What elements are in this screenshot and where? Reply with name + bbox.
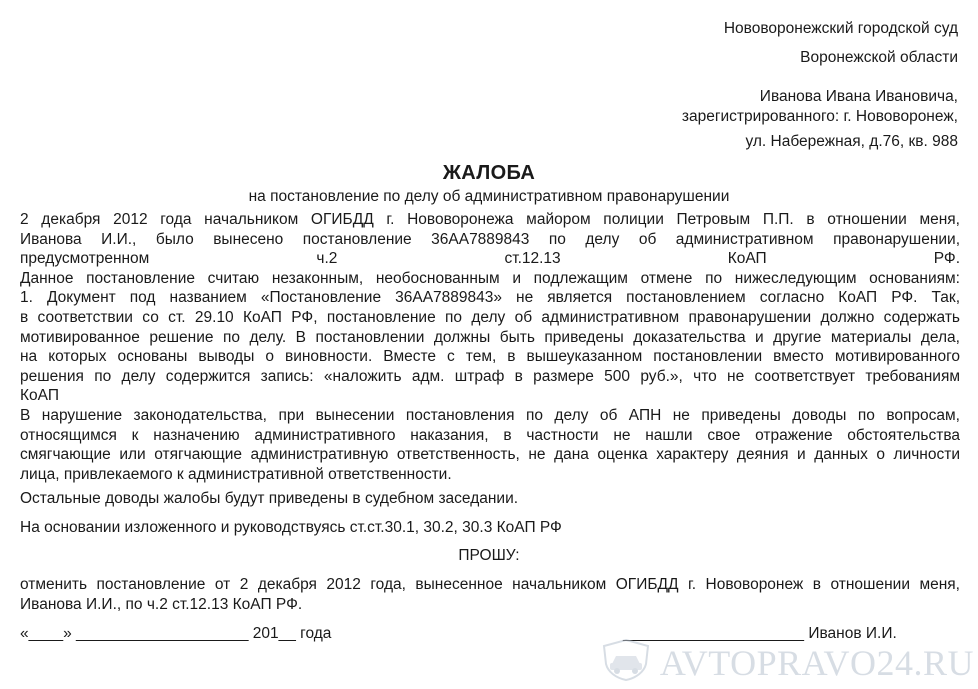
body-line: Иванова И.И., было вынесено постановление 36АА7889843 по делу об административном правонарушении, [20, 230, 960, 248]
other-arguments-paragraph: Остальные доводы жалобы будут приведены в судебном заседании. [20, 490, 519, 507]
body-line: Данное постановление считаю незаконным, необоснованным и подлежащим отмене по нижеследующим основаниям: [20, 269, 960, 287]
body-line: лица, привлекаемого к административной ответственности. [20, 465, 452, 483]
signature-line: _____________________ Иванов И.И. [623, 625, 897, 642]
watermark [598, 638, 974, 687]
body-line: смягчающие или отягчающие административную ответственность, не дана оценка характеру деяния и данных о личности [20, 446, 960, 464]
applicant-address: ул. Набережная, д.76, кв. 988 [745, 133, 958, 150]
legal-basis-paragraph: На основании изложенного и руководствуясь ст.ст.30.1, 30.2, 30.3 КоАП РФ [20, 519, 562, 536]
body-line: КоАП [20, 387, 59, 405]
car-shield-icon [598, 638, 654, 687]
date-line: «____» ____________________ 201__ года [20, 625, 332, 642]
document-title: ЖАЛОБА [442, 162, 536, 184]
body-line: 1. Документ под названием «Постановление 36АА7889843» не является постановлением согласно КоАП РФ. Так, [20, 289, 960, 307]
body-line: предусмотренном ч.2 ст.12.13 КоАП РФ. [20, 250, 960, 268]
applicant-registration: зарегистрированного: г. Нововоронеж, [681, 108, 958, 125]
body-line: относящимся к назначению административного наказания, в частности не нашли свое отражение обстоятельства [20, 426, 960, 444]
body-line: в соответствии со ст. 29.10 КоАП РФ, постановление по делу об административном правонарушении должно содержать [20, 308, 960, 326]
request-line: отменить постановление от 2 декабря 2012 года, вынесенное начальником ОГИБДД г. Нововоронеж в отношении меня, [20, 576, 960, 593]
request-body [20, 575, 960, 614]
applicant-name: Иванова Ивана Ивановича, [759, 88, 958, 105]
watermark-text: AVTOPRAVO24.RU [659, 642, 974, 683]
court-region: Воронежской области [800, 49, 958, 66]
request-line: Иванова И.И., по ч.2 ст.12.13 КоАП РФ. [20, 595, 303, 613]
complaint-body [20, 210, 960, 484]
request-heading: ПРОШУ: [458, 547, 520, 564]
body-line: В нарушение законодательства, при вынесении постановления по делу об АПН не приведены доводы по вопросам, [20, 406, 960, 424]
body-line: мотивированное решение по делу. В постановлении должны быть приведены доказательства и другие материалы дела, [20, 328, 960, 346]
document-subtitle: на постановление по делу об административном правонарушении [248, 188, 730, 205]
body-line: на которых основаны выводы о виновности. Вместе с тем, в вышеуказанном постановлении вместо мотивированного [20, 348, 960, 366]
body-line: 2 декабря 2012 года начальником ОГИБДД г. Нововоронежа майором полиции Петровым П.П. в отношении меня, [20, 211, 960, 228]
body-line: решения по делу содержится запись: «наложить адм. штраф в размере 500 руб.», что не соответствует требованиям [20, 367, 960, 385]
court-name: Нововоронежский городской суд [723, 20, 958, 37]
